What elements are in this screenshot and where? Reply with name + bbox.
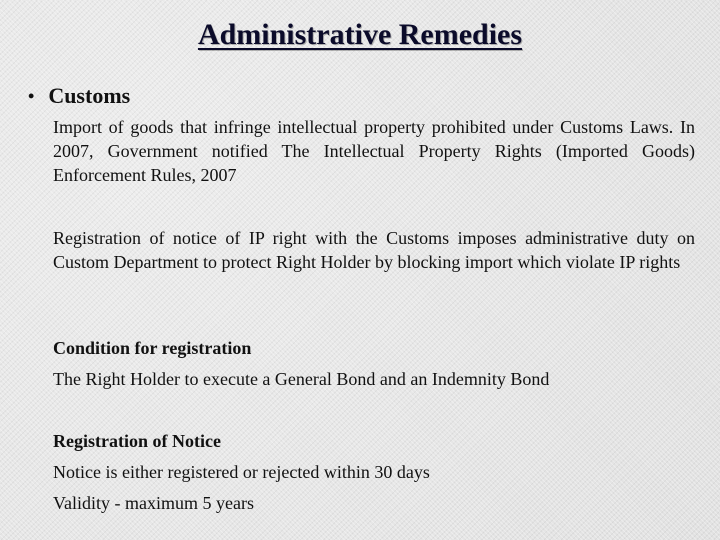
paragraph-import: Import of goods that infringe intellectual property prohibited under Customs Laws. In 2007, Government notified The Intellectual Property Rights (Imported Goods) Enforcement Rules, 2007 (53, 117, 695, 185)
text-notice-line-1: Notice is either registered or rejected within 30 days (53, 462, 430, 482)
page-title: Administrative Remedies (197, 18, 523, 51)
bullet-label: Customs (48, 83, 131, 108)
bullet-icon: • (28, 86, 35, 106)
text-condition: The Right Holder to execute a General Bond and an Indemnity Bond (53, 369, 550, 389)
heading-condition: Condition for registration (53, 338, 252, 358)
heading-registration-notice: Registration of Notice (53, 431, 221, 451)
paragraph-registration: Registration of notice of IP right with the Customs imposes administrative duty on Custom Department to protect Right Holder by blocking import which violate IP rights (53, 228, 695, 272)
bullet-item-customs (28, 84, 130, 108)
text-notice-line-2: Validity - maximum 5 years (53, 493, 254, 513)
